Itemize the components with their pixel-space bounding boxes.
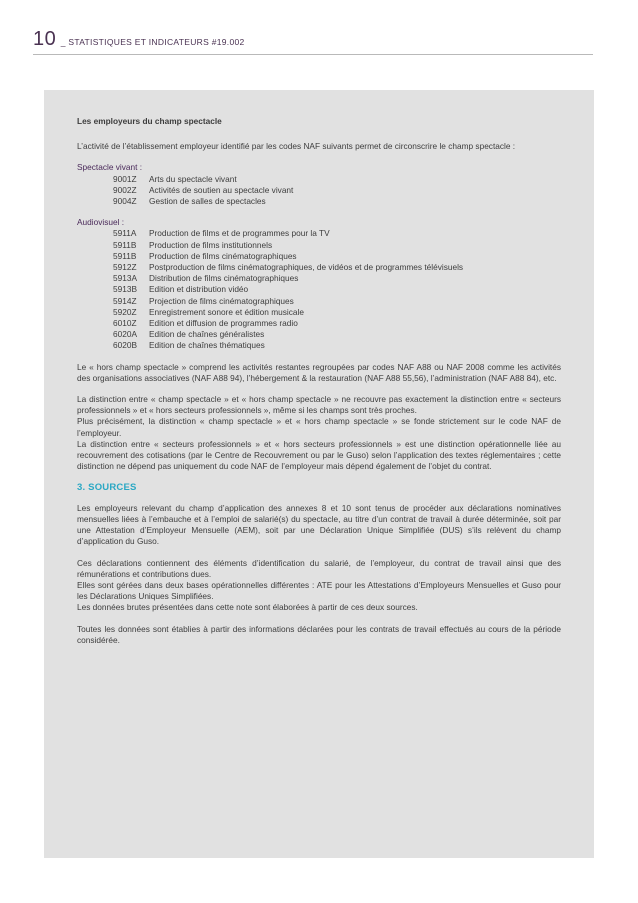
sources-section-title: 3. SOURCES — [77, 482, 137, 494]
naf-label: Gestion de salles de spectacles — [149, 196, 266, 207]
naf-code: 9004Z — [113, 196, 137, 207]
naf-label: Projection de films cinématographiques — [149, 295, 294, 306]
spectacle-vivant-title: Spectacle vivant : — [77, 162, 143, 173]
intro-paragraph: L’activité de l’établissement employeur identifié par les codes NAF suivants permet de circonscrire le champ spectacle : — [77, 141, 516, 152]
list-item — [77, 174, 561, 185]
naf-label: Distribution de films cinématographiques — [149, 273, 299, 284]
hors-champ-paragraph: Le « hors champ spectacle » comprend les activités restantes regroupées par codes NAF A88 ou NAF 2008 comme les activités des organisations associatives (NAF A88 94), l’hébergement & la restauration (NAF A88 55,56), l’administration (NAF A88 84), etc. — [77, 361, 561, 383]
naf-label: Edition et diffusion de programmes radio — [149, 318, 298, 329]
naf-label: Enregistrement sonore et édition musicale — [149, 306, 304, 317]
naf-code: 5912Z — [113, 262, 137, 273]
naf-label: Arts du spectacle vivant — [149, 173, 237, 184]
list-item — [77, 251, 561, 262]
list-item — [77, 185, 561, 196]
list-item — [77, 307, 561, 318]
sources-paragraph-2b: Elles sont gérées dans deux bases opérationnelles différentes : ATE pour les Attestations d’Employeurs Mensuelles et Guso pour les Déclarations Uniques Simplifiées. — [77, 579, 561, 602]
sources-paragraph-2a: Ces déclarations contiennent des éléments d’identification du salarié, de l’employeur, du contrat de travail ainsi que des rémunérations et contributions dues. — [77, 557, 561, 579]
naf-label: Edition et distribution vidéo — [149, 284, 249, 295]
naf-code: 6020A — [113, 329, 137, 340]
naf-code: 5911B — [113, 239, 137, 250]
naf-label: Production de films institutionnels — [149, 239, 273, 250]
naf-code: 6010Z — [113, 318, 137, 329]
naf-code: 5913A — [113, 273, 137, 284]
list-item — [77, 228, 561, 239]
page-header — [33, 28, 593, 55]
sources-paragraph-1: Les employeurs relevant du champ d’application des annexes 8 et 10 sont tenus de procéder aux déclarations nominatives mensuelles liées à l’embauche et à l’emploi de salarié(s) du spectacle, au titre d’un contrat de travail à durée déterminée, soit par une Attestation d’Employeur Mensuelle (AEM), soit par une Déclaration Unique Simplifiée (DUS) s’ils relèvent du champ d’application du Guso. — [77, 502, 561, 547]
sources-paragraph-2c: Les données brutes présentées dans cette note sont élaborées à partir de ces deux sources. — [77, 602, 418, 613]
page-number: 10 — [33, 28, 57, 50]
naf-label: Edition de chaînes généralistes — [149, 329, 265, 340]
naf-label: Activités de soutien au spectacle vivant — [149, 184, 294, 195]
naf-code: 6020B — [113, 340, 137, 351]
box-heading: Les employeurs du champ spectacle — [77, 116, 222, 126]
list-item — [77, 273, 561, 284]
naf-code: 9001Z — [113, 173, 137, 184]
list-item — [77, 318, 561, 329]
list-item — [77, 284, 561, 295]
naf-code: 5914Z — [113, 295, 137, 306]
list-item — [77, 329, 561, 340]
distinction-paragraph-2: Plus précisément, la distinction « champ spectacle » et « hors champ spectacle » se fonde strictement sur le code NAF de l’employeur. — [77, 416, 561, 438]
naf-label: Production de films et de programmes pour la TV — [149, 228, 330, 239]
audiovisuel-title: Audiovisuel : — [77, 217, 125, 228]
naf-label: Postproduction de films cinématographiques, de vidéos et de programmes télévisuels — [149, 262, 464, 273]
list-item — [77, 340, 561, 351]
distinction-paragraph-3: La distinction entre « secteurs professionnels » et « hors secteurs professionnels » est une distinction opérationnelle liée au recouvrement des cotisations (par le Centre de Recouvrement ou par le Guso) selon l’application des textes réglementaires ; cette distinction ne dépend pas uniquement du code NAF de l’employeur mais dépend également de l’objet du contrat. — [77, 438, 561, 472]
naf-label: Edition de chaînes thématiques — [149, 340, 265, 351]
spectacle-vivant-list — [77, 174, 561, 208]
distinction-paragraph-1: La distinction entre « champ spectacle » et « hors champ spectacle » ne recouvre pas exactement la distinction entre « secteurs professionnels » et « hors secteurs professionnels », même si les champs sont très proches. — [77, 394, 561, 416]
naf-code: 9002Z — [113, 184, 137, 195]
naf-code: 5911B — [113, 250, 137, 261]
sources-paragraph-3: Toutes les données sont établies à partir des informations déclarées pour les contrats de travail effectués au cours de la période considérée. — [77, 623, 561, 645]
audiovisuel-list — [77, 228, 561, 351]
list-item — [77, 296, 561, 307]
naf-label: Production de films cinématographiques — [149, 250, 297, 261]
list-item — [77, 262, 561, 273]
naf-code: 5911A — [113, 228, 137, 239]
content-box — [44, 90, 594, 858]
naf-code: 5920Z — [113, 306, 137, 317]
list-item — [77, 240, 561, 251]
publication-title: _ STATISTIQUES ET INDICATEURS #19.002 — [60, 37, 245, 47]
list-item — [77, 196, 561, 207]
naf-code: 5913B — [113, 284, 137, 295]
